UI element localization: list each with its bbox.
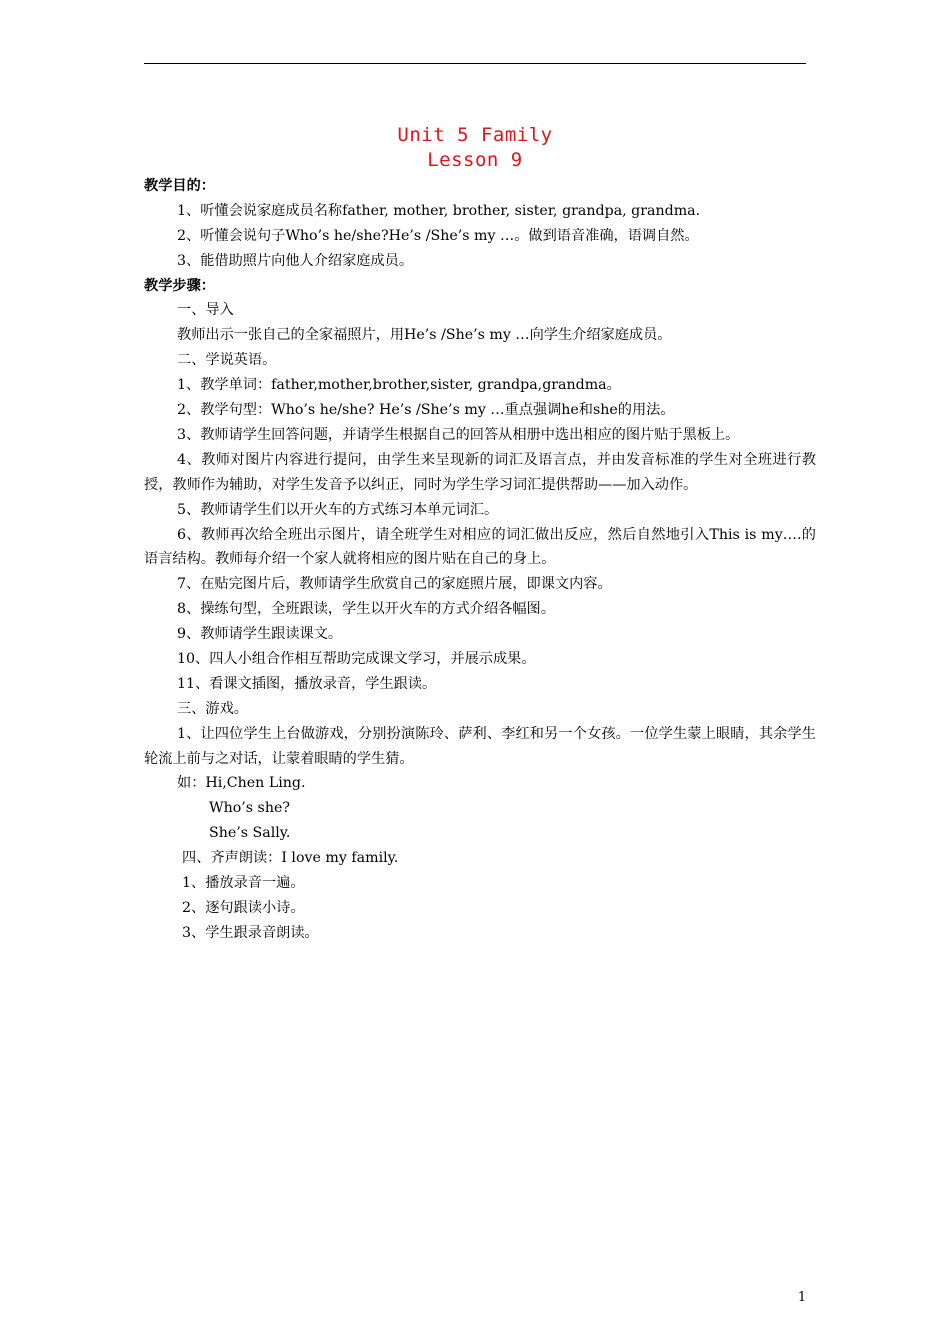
step-item: 1、播放录音一遍。	[182, 875, 305, 892]
section-heading-aims: 教学目的：	[144, 178, 215, 194]
dialogue-line: 如：Hi,Chen Ling.	[177, 775, 306, 792]
step-heading: 二、学说英语。	[177, 352, 277, 369]
lesson-title: Lesson 9	[427, 149, 523, 171]
step-item: 7、在贴完图片后，教师请学生欣赏自己的家庭照片展，即课文内容。	[177, 576, 612, 593]
unit-title: Unit 5 Family	[397, 124, 553, 146]
aim-item: 2、听懂会说句子Who’s he/she?He’s /She’s my …。做到语音准确，语调自然。	[177, 227, 699, 244]
step-text: 教师出示一张自己的全家福照片，用He’s /She’s my …向学生介绍家庭成员。	[177, 327, 672, 344]
aim-item: 3、能借助照片向他人介绍家庭成员。	[177, 252, 414, 269]
document-body	[144, 174, 816, 946]
header-rule	[144, 63, 806, 64]
step-heading: 一、导入	[177, 302, 234, 319]
step-item: 6、教师再次给全班出示图片，请全班学生对相应的词汇做出反应，然后自然地引入This is my….的语言结构。教师每介绍一个家人就将相应的图片贴在自己的身上。	[144, 526, 816, 568]
page-number: 1	[797, 1290, 807, 1305]
step-heading: 四、齐声朗读：I love my family.	[182, 850, 399, 867]
step-heading: 三、游戏。	[177, 700, 248, 717]
step-item: 5、教师请学生们以开火车的方式练习本单元词汇。	[177, 501, 499, 518]
step-item: 3、教师请学生回答问题，并请学生根据自己的回答从相册中选出相应的图片贴于黑板上。	[177, 426, 740, 443]
step-item: 4、教师对图片内容进行提问，由学生来呈现新的词汇及语言点，并由发音标准的学生对全班进行教授，教师作为辅助，对学生发音予以纠正，同时为学生学习词汇提供帮助——加入动作。	[144, 451, 816, 493]
step-item: 2、逐句跟读小诗。	[182, 899, 305, 916]
step-item: 3、学生跟录音朗读。	[182, 924, 319, 941]
step-item: 10、四人小组合作相互帮助完成课文学习，并展示成果。	[177, 651, 536, 667]
aim-item: 1、听懂会说家庭成员名称father, mother, brother, sister, grandpa, grandma.	[177, 202, 701, 219]
section-heading-steps: 教学步骤：	[144, 277, 215, 294]
dialogue-line: Who’s she?	[209, 800, 290, 817]
step-item: 2、教学句型：Who’s he/she? He’s /She’s my …重点强调he和she的用法。	[177, 402, 675, 419]
step-item: 9、教师请学生跟读课文。	[177, 626, 343, 643]
step-item: 1、教学单词：father,mother,brother,sister, grandpa,grandma。	[177, 377, 621, 394]
step-item: 8、操练句型，全班跟读，学生以开火车的方式介绍各幅图。	[177, 601, 555, 618]
step-item: 1、让四位学生上台做游戏，分别扮演陈玲、萨利、李红和另一个女孩。一位学生蒙上眼睛，其余学生轮流上前与之对话，让蒙着眼睛的学生猜。	[144, 725, 816, 767]
dialogue-line: She’s Sally.	[209, 825, 291, 842]
step-item: 11、看课文插图，播放录音，学生跟读。	[177, 675, 437, 692]
